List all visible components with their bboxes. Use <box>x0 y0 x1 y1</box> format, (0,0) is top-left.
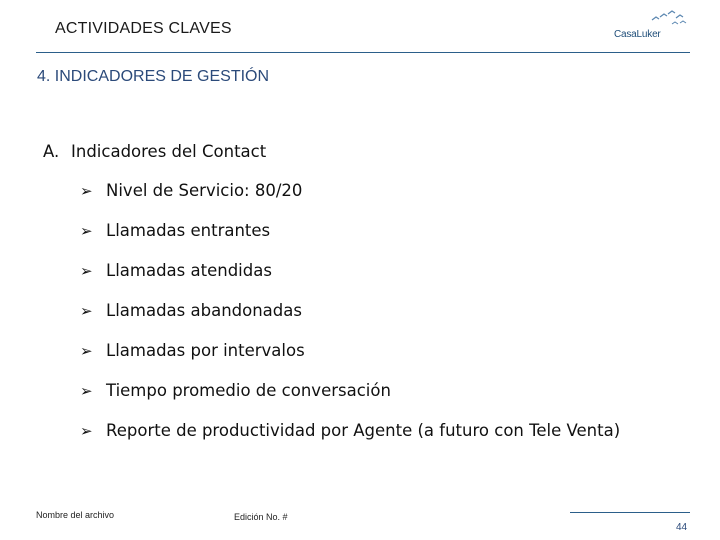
subsection-title: Indicadores del Contact <box>71 142 267 161</box>
arrow-bullet-icon: ➢ <box>80 302 93 320</box>
slide-header-title: ACTIVIDADES CLAVES <box>55 20 232 37</box>
list-item <box>80 340 620 380</box>
list-item <box>80 180 620 220</box>
header-divider <box>36 52 690 53</box>
arrow-bullet-icon: ➢ <box>80 222 93 240</box>
subsection-letter: A. <box>43 142 60 161</box>
list-item-text: Nivel de Servicio: 80/20 <box>106 181 303 200</box>
list-item-text: Llamadas atendidas <box>106 261 272 280</box>
list-item <box>80 220 620 260</box>
list-item <box>80 260 620 300</box>
footer-file-name: Nombre del archivo <box>36 510 115 520</box>
arrow-bullet-icon: ➢ <box>80 182 93 200</box>
footer-divider <box>570 512 690 513</box>
casaluker-logo <box>610 8 690 44</box>
indicator-list <box>80 180 620 460</box>
list-item-text: Reporte de productividad por Agente (a futuro con Tele Venta) <box>106 421 621 440</box>
arrow-bullet-icon: ➢ <box>80 262 93 280</box>
page-number: 44 <box>676 522 688 533</box>
list-item-text: Llamadas entrantes <box>106 221 271 240</box>
list-item <box>80 420 620 460</box>
arrow-bullet-icon: ➢ <box>80 342 93 360</box>
list-item-text: Tiempo promedio de conversación <box>106 381 391 400</box>
arrow-bullet-icon: ➢ <box>80 382 93 400</box>
subsection-heading <box>43 142 266 161</box>
section-title: 4. INDICADORES DE GESTIÓN <box>37 68 270 85</box>
list-item-text: Llamadas abandonadas <box>106 301 302 320</box>
footer-edition: Edición No. # <box>234 512 288 522</box>
arrow-bullet-icon: ➢ <box>80 422 93 440</box>
list-item <box>80 380 620 420</box>
list-item-text: Llamadas por intervalos <box>106 341 305 360</box>
logo-text: CasaLuker <box>614 29 661 40</box>
list-item <box>80 300 620 340</box>
